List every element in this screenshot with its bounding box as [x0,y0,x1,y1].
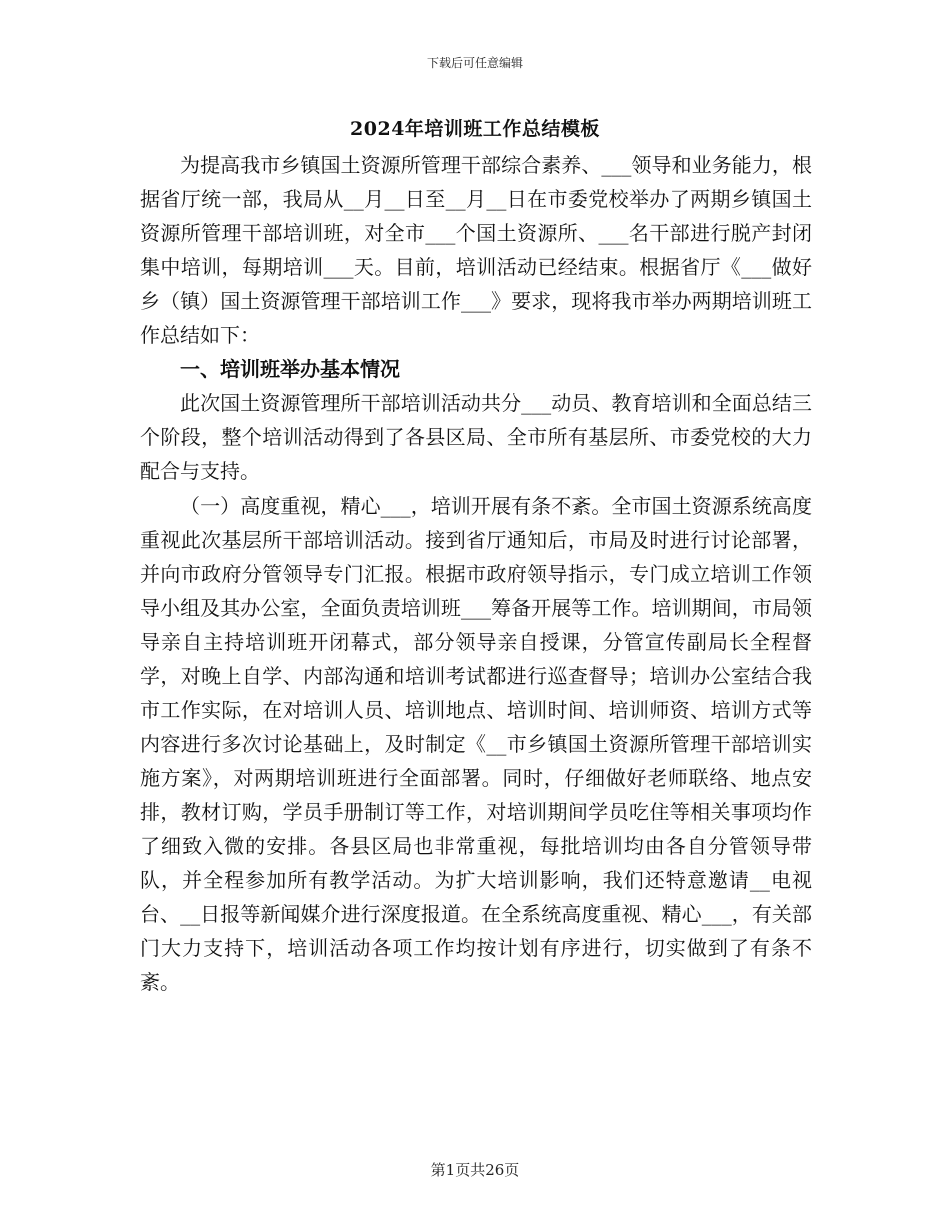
header-note: 下载后可任意编辑 [426,56,523,70]
document-body [140,148,812,999]
document-title: 2024年培训班工作总结模板 [350,118,600,140]
paragraph-subsection-1: （一）高度重视，精心___，培训开展有条不紊。全市国土资源系统高度重视此次基层所干部培训活动。接到省厅通知后，市局及时进行讨论部署，并向市政府分管领导专门汇报。根据市政府领导指示，专门成立培训工作领导小组及其办公室，全面负责培训班___筹备开展等工作。培训期间，市局领导亲自主持培训班开闭幕式，部分领导亲自授课，分管宣传副局长全程督学，对晚上自学、内部沟通和培训考试都进行巡查督导；培训办公室结合我市工作实际，在对培训人员、培训地点、培训时间、培训师资、培训方式等内容进行多次讨论基础上，及时制定《__市乡镇国土资源所管理干部培训实施方案》，对两期培训班进行全面部署。同时，仔细做好老师联络、地点安排，教材订购，学员手册制订等工作，对培训期间学员吃住等相关事项均作了细致入微的安排。各县区局也非常重视，每批培训均由各自分管领导带队，并全程参加所有教学活动。为扩大培训影响，我们还特意邀请__电视台、__日报等新闻媒介进行深度报道。在全系统高度重视、精心___，有关部门大力支持下，培训活动各项工作均按计划有序进行，切实做到了有条不紊。 [140,494,812,994]
paragraph-overview: 此次国土资源管理所干部培训活动共分___动员、教育培训和全面总结三个阶段，整个培训活动得到了各县区局、全市所有基层所、市委党校的大力配合与支持。 [140,391,812,483]
page-number: 第1页共26页 [430,1161,520,1179]
section-heading: 一、培训班举办基本情况 [180,357,400,381]
paragraph-intro: 为提高我市乡镇国土资源所管理干部综合素养、___领导和业务能力，根据省厅统一部，我局从__月__日至__月__日在市委党校举办了两期乡镇国土资源所管理干部培训班，对全市___个国土资源所、___名干部进行脱产封闭集中培训，每期培训___天。目前，培训活动已经结束。根据省厅《___做好乡（镇）国土资源管理干部培训工作___》要求，现将我市举办两期培训班工作总结如下： [140,153,812,347]
